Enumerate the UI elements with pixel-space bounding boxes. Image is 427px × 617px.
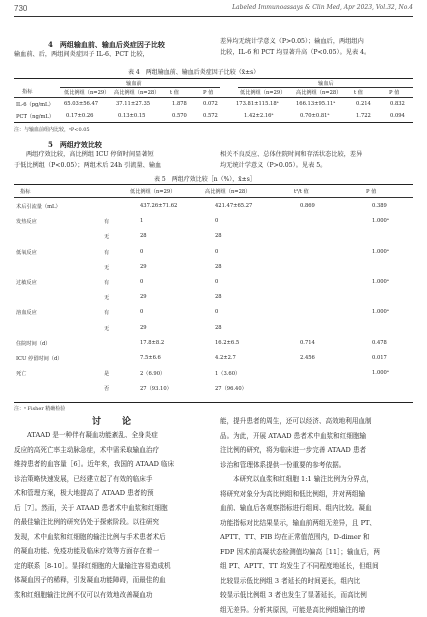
table4-top-rule: [14, 78, 413, 79]
table5-cell: 是: [104, 370, 109, 377]
section4-heading: 4 两组输血前、输血后炎症因子比较: [48, 40, 165, 50]
table5-cell: 1.000ᵃ: [372, 218, 389, 224]
table5-cell: 1.000ᵃ: [372, 279, 389, 285]
table4-cell: 1.722: [356, 113, 371, 119]
table5-cell: 29: [140, 294, 147, 300]
table5-cell: 17.8±8.2: [140, 340, 164, 346]
section5-right-line: 相关不良反应、总体住院时间和存活状态比较，差异: [220, 150, 416, 161]
table5-cell: 28: [215, 233, 222, 239]
table5-cell: 29: [140, 264, 147, 270]
table5-cell: 28: [215, 294, 222, 300]
discussion-line: 维持患者的血容量［6］。近年来，我国的 ATAAD 临床: [14, 457, 210, 472]
table5-cell: 29: [140, 325, 147, 331]
table4-cell: IL-6（pg/mL）: [16, 101, 54, 108]
discussion-line: 术和管理方案，极大地提高了 ATAAD 患者的预: [14, 486, 210, 501]
table5-cell: 28: [140, 233, 147, 239]
section4-left-column: [14, 50, 210, 61]
discussion-line: 的最佳输注比例的研究仍处于探索阶段。以往研究: [14, 515, 210, 530]
table5-cell: 0: [140, 309, 143, 315]
table5-cell: 2.456: [300, 355, 315, 361]
table4-group-rule-before: [60, 87, 220, 88]
table4-header-cell: 高比例组（n=28）: [114, 89, 159, 96]
table5-bottom-rule: [14, 402, 413, 403]
table4-header-cell: 低比例组（n=29）: [240, 89, 285, 96]
section4-right-column: [220, 37, 416, 58]
table5-cell: 0.017: [372, 355, 387, 361]
table5-cell: 死亡: [16, 370, 26, 377]
table5-cell: 否: [104, 385, 109, 392]
table4-cell: 65.03±56.47: [64, 101, 98, 107]
section5-heading: 5 两组疗效比较: [48, 140, 102, 150]
table5-cell: 0.478: [372, 340, 387, 346]
table5-cell: 有: [104, 279, 109, 286]
table5-cell: 0: [215, 309, 218, 315]
section4-left-line: 输血前、后，两组间炎症因子 IL-6、PCT 比较，: [14, 50, 210, 61]
table5-cell: 0: [140, 249, 143, 255]
table4-cell: 0.572: [203, 113, 218, 119]
section5-left-line: 于低比例组（P<0.05）；两组术后 24h 引流量、输血: [14, 161, 210, 172]
header-rule: [14, 16, 413, 17]
discussion-line: 品。为此，开展 ATAAD 患者术中血浆和红细胞输: [220, 429, 416, 444]
table4-cell: 37.11±27.35: [116, 101, 150, 107]
table5-cell: 1: [140, 218, 143, 224]
table5-cell: 0: [140, 279, 143, 285]
discussion-line: 反应的高死亡率主动脉急症，术中需采取输血治疗: [14, 443, 210, 458]
table5-cell: 27（96.40）: [215, 385, 247, 392]
discussion-line: APTT、TT、FIB 均在正常值范围内，D-dimer 和: [220, 530, 416, 545]
table5-header-cell: P 值: [366, 188, 376, 195]
table5-cell: 0.714: [300, 340, 315, 346]
table4-header-cell: 低比例组（n=29）: [64, 89, 109, 96]
discussion-line: 组无差异。分析其原因，可能是高比例组输注的增: [220, 603, 416, 617]
discussion-line: 功能指标对比结果显示，输血前两组无差异，且 PT、: [220, 516, 416, 531]
table5-cell: 发热反应: [16, 218, 37, 225]
discussion-line: 定的联系［8-10］。显择红细胞的大量输注容易造成机: [14, 559, 210, 574]
table5-header-rule: [14, 197, 413, 198]
table4-title: 表 4 两组输血前、输血后炎症因子比较（x̄±s）: [128, 67, 259, 76]
discussion-line: 发现，术中血浆和红细胞的输注比例与手术患者术后: [14, 530, 210, 545]
table4-cell: 0.214: [356, 101, 371, 107]
discussion-line: 后［7］。然而，关于 ATAAD 患者术中血浆和红细胞: [14, 501, 210, 516]
discussion-line: FDP 因术前高凝状态检测值均偏高［11］；输血后，两: [220, 545, 416, 560]
table5-cell: 低氧反应: [16, 249, 37, 256]
discussion-line: 本研究以血浆和红细胞 1:1 输注比例为分界点，: [220, 472, 416, 487]
table4-cell: 0.70±0.81ᵃ: [300, 113, 329, 119]
section5-left-line: 两组疗效比较，高比例组 ICU 停留时间显著短: [14, 150, 210, 161]
discussion-line: 浆和红细胞输注比例不仅可以有效地改善凝血功: [14, 588, 210, 603]
table4-header-cell: P 值: [203, 89, 213, 96]
table4-cell: PCT（ng/mL）: [16, 113, 54, 120]
table4-header-cell: t 值: [354, 89, 363, 96]
discussion-line: 将研究对象分为高比例组和低比例组，并对两组输: [220, 487, 416, 502]
table5-cell: 0.869: [300, 203, 315, 209]
table4-cell: 1.878: [172, 101, 187, 107]
discussion-line: 诊治策略快速发展，已经建立起了有效的临床手: [14, 472, 210, 487]
discussion-line: 的凝血功能、免疫功能及临床疗效等方面存在着一: [14, 544, 210, 559]
table5-cell: 无: [104, 294, 109, 301]
discussion-line: 比较显示低比例组 3 者延长的时间更长，组内比: [220, 574, 416, 589]
table5-title: 表 5 两组疗效比较［n（%），x̄±s］: [154, 174, 256, 183]
table5-cell: 住院时间（d）: [16, 340, 50, 347]
table4-cell: 0.13±0.15: [118, 113, 145, 119]
table4-header-cell: 高比例组（n=28）: [296, 89, 341, 96]
table4-cell: 0.17±0.26: [66, 113, 93, 119]
table4-cell: 0.832: [390, 101, 405, 107]
table5-cell: 有: [104, 249, 109, 256]
discussion-line: 注比例的研究，将为临床进一步完善 ATAAD 患者: [220, 443, 416, 458]
table5-cell: 有: [104, 218, 109, 225]
table5-cell: 术后引流量（mL）: [16, 203, 61, 210]
table4-cell: 0.094: [390, 113, 405, 119]
table5-cell: 4.2±2.7: [215, 355, 236, 361]
table5-cell: 有: [104, 309, 109, 316]
table5-cell: 无: [104, 233, 109, 240]
discussion-right-column: [220, 414, 416, 617]
discussion-line: 体凝血因子的稀释，引发凝血功能障碍，而最佳的血: [14, 573, 210, 588]
table4-group-after: 输血后: [318, 80, 334, 87]
table5-cell: 无: [104, 325, 109, 332]
discussion-line: 诊治和管理体系提供一份重要的参考依据。: [220, 458, 416, 473]
journal-header: Labeled Immunoassays & Clin Med, Apr 2023, Vol.32, No.4: [232, 4, 413, 11]
table5-cell: 无: [104, 264, 109, 271]
table5-top-rule: [14, 184, 413, 185]
section4-right-line: 比较，IL-6 和 PCT 均显著升高（P<0.05）。见表 4。: [220, 48, 416, 59]
table5-cell: ICU 停留时间（d）: [16, 355, 63, 362]
discussion-left-column: [14, 428, 210, 602]
table5-cell: 1.000ᵃ: [372, 249, 389, 255]
discussion-heading: 讨 论: [92, 414, 137, 427]
table5-cell: 28: [215, 264, 222, 270]
table4-header-cell: t 值: [170, 89, 179, 96]
discussion-line: ATAAD 是一种伴有凝血功能紊乱、全身炎症: [14, 428, 210, 443]
discussion-line: 血前、输血后各观察指标进行组间、组内比较。凝血: [220, 501, 416, 516]
table5-note: 注：ᵃ Fisher 精确检验: [14, 405, 65, 412]
table4-note: 注：与输血前组内比较，ᵃP<0.05: [14, 126, 90, 133]
table4-cell: 0.570: [172, 113, 187, 119]
table4-cell: 173.81±115.18ᵃ: [236, 101, 279, 107]
table5-cell: 1.000ᵃ: [372, 370, 389, 376]
table5-cell: 过敏反应: [16, 279, 37, 286]
table5-cell: 421.47±65.27: [215, 203, 252, 209]
table5-cell: 1（3.60）: [215, 370, 240, 377]
section4-right-line: 差异均无统计学意义（P>0.05）；输血后，两组组内: [220, 37, 416, 48]
table4-header-cell: 指标: [22, 88, 32, 95]
table5-cell: 16.2±6.5: [215, 340, 239, 346]
table5-cell: 2（6.90）: [140, 370, 165, 377]
table4-group-rule-after: [238, 87, 413, 88]
table5-cell: 0: [215, 218, 218, 224]
table5-cell: 437.26±71.62: [140, 203, 177, 209]
section5-right-column: [220, 150, 416, 171]
section5-left-column: [14, 150, 210, 171]
table5-cell: 0: [215, 279, 218, 285]
discussion-line: 能，提升患者的周生，还可以经济、高效地利用血制: [220, 414, 416, 429]
table5-cell: 0: [215, 249, 218, 255]
table4-cell: 1.42±2.16ᵃ: [244, 113, 273, 119]
discussion-line: 组 PT、APTT、TT 均发生了不同程度地延长，但组间: [220, 559, 416, 574]
table5-cell: 溶血反应: [16, 309, 37, 316]
table5-cell: 1.000ᵃ: [372, 309, 389, 315]
table4-bottom-rule: [14, 122, 413, 123]
table5-header-cell: 指标: [20, 188, 30, 195]
table4-cell: 0.072: [203, 101, 218, 107]
table5-header-cell: 高比例组（n=28）: [205, 188, 250, 195]
section5-right-line: 均无统计学意义（P>0.05）。见表 5。: [220, 161, 416, 172]
table4-group-before: 输血前: [126, 80, 142, 87]
table5-header-cell: t²/t 值: [294, 188, 309, 195]
table5-cell: 0.389: [372, 203, 387, 209]
table4-header-rule: [14, 97, 413, 98]
table5-cell: 7.5±6.6: [140, 355, 161, 361]
table5-cell: 28: [215, 325, 222, 331]
table5-cell: 27（93.10）: [140, 385, 172, 392]
table4-header-cell: P 值: [389, 89, 399, 96]
discussion-line: 较显示低比例组 3 者也发生了显著延长，而高比例: [220, 588, 416, 603]
table5-header-cell: 低比例组（n=29）: [130, 188, 175, 195]
table4-cell: 166.13±95.11ᵃ: [296, 101, 335, 107]
page-number: 730: [14, 4, 27, 13]
